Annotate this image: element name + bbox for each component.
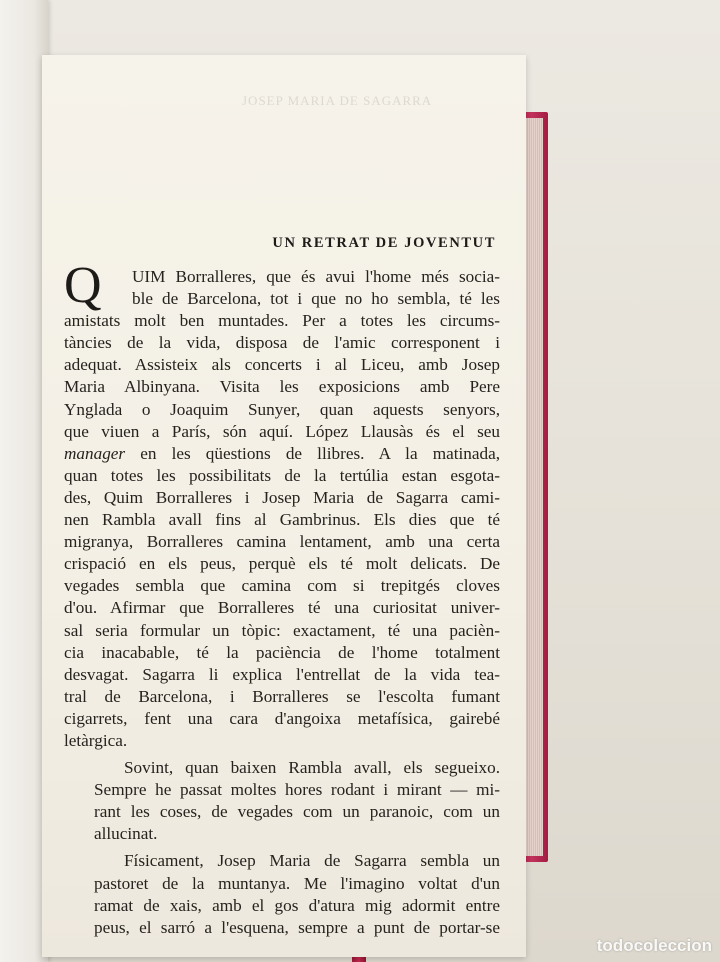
chapter-title: UN RETRAT DE JOVENTUT: [272, 235, 496, 251]
text-line: [64, 266, 500, 288]
left-page-edge: [0, 0, 48, 962]
text-line: allucinat.: [94, 824, 158, 844]
drop-cap: Q: [64, 257, 102, 314]
line-text: en les qüestions de llibres. A la matinada,: [125, 443, 500, 463]
text-line: sal seria formular un tòpic: exactament, té una pacièn-: [64, 620, 500, 640]
text-line: quan totes les possibilitats de la tertúlia estan esgota-: [64, 465, 500, 485]
line-text: Borralleres, que és avui l'home més socia-: [165, 267, 500, 286]
text-line: que viuen a París, són aquí. López Llausàs és el seu: [64, 421, 500, 441]
text-line: amistats molt ben muntades. Per a totes les circums-: [64, 311, 500, 331]
text-line: rant les coses, de vegades com un paranoic, com un: [94, 802, 500, 822]
text-line: nen Rambla avall fins al Gambrinus. Els dies que té: [64, 510, 500, 530]
text-line: desvagat. Sagarra li explica l'entrellat de la vida tea-: [64, 664, 500, 684]
text-line: letàrgica.: [64, 730, 128, 750]
text-line: ble de Barcelona, tot i que no ho sembla, té les: [132, 289, 500, 309]
body-text: [64, 266, 500, 939]
text-line: des, Quim Borralleres i Josep Maria de Sagarra cami-: [64, 487, 500, 507]
text-line: ramat de xais, amb el gos d'atura mig adormit entre: [94, 895, 500, 915]
text-line: Ynglada o Joaquim Sunyer, quan aquests senyors,: [64, 399, 500, 419]
text-line: vegades sembla que camina com si trepitgés cloves: [64, 576, 500, 596]
watermark-logo: todocoleccion: [596, 936, 712, 955]
smallcaps-word: UIM: [132, 267, 166, 286]
paragraph-2: [64, 757, 500, 845]
text-line: cia inacabable, té la paciència de l'home totalment: [64, 642, 500, 662]
page-edges: [525, 118, 543, 856]
paragraph-1: [64, 266, 500, 752]
text-line: Maria Albinyana. Visita les exposicions amb Pere: [64, 377, 500, 397]
text-line: peus, el sarró a l'esquena, sempre a punt de portar-se: [94, 917, 500, 937]
faded-running-head: JOSEP MARIA DE SAGARRA: [242, 93, 433, 108]
text-line: Sempre he passat moltes hores rodant i mirant — mi-: [94, 780, 500, 800]
text-line: cigarrets, fent una cara d'angoixa metafísica, gairebé: [64, 708, 500, 728]
text-line: d'ou. Afirmar que Borralleres té una curiositat univer-: [64, 598, 500, 618]
text-line: Físicament, Josep Maria de Sagarra sembla un: [124, 851, 500, 871]
text-line: [64, 443, 500, 465]
italic-word: manager: [64, 443, 126, 463]
text-line: Sovint, quan baixen Rambla avall, els segueixo.: [124, 758, 500, 778]
text-line: adequat. Assisteix als concerts i al Liceu, amb Josep: [64, 355, 500, 375]
book-page: [42, 55, 526, 957]
paragraph-3: [64, 850, 500, 938]
text-line: pastoret de la muntanya. Me l'imagino voltat d'un: [94, 873, 500, 893]
text-line: tral de Barcelona, i Borralleres se l'escolta fumant: [64, 686, 500, 706]
text-line: migranya, Borralleres camina lentament, amb una certa: [64, 532, 500, 552]
text-line: crispació en els peus, perquè els té molt delicats. De: [64, 554, 500, 574]
text-line: tàncies de la vida, disposa de l'amic corresponent i: [64, 333, 500, 353]
